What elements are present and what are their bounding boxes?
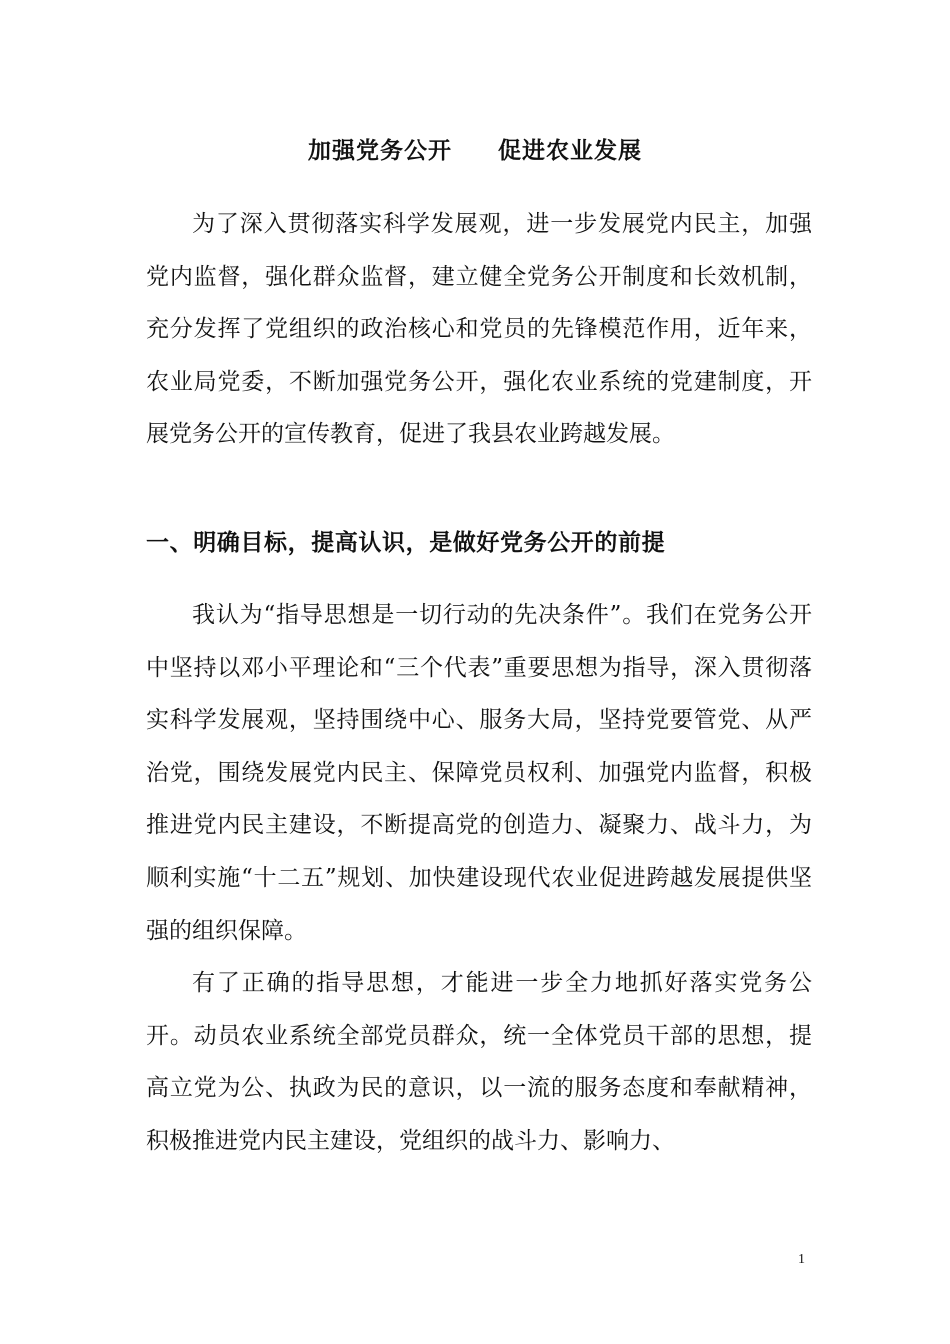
document-title [0, 134, 950, 168]
section-1-paragraph-1: 我认为“指导思想是一切行动的先决条件”。我们在党务公开中坚持以邓小平理论和“三个代表”重要思想为指导，深入贯彻落实科学发展观，坚持围绕中心、服务大局，坚持党要管党、从严治党，围绕发展党内民主、保障党员权利、加强党内监督，积极推进党内民主建设，不断提高党的创造力、凝聚力、战斗力，为顺利实施“十二五”规划、加快建设现代农业促进跨越发展提供坚强的组织保障。 [146, 602, 812, 944]
section-1-body [146, 589, 812, 1168]
intro-block [146, 198, 812, 461]
title-part-1: 加强党务公开 [308, 137, 452, 164]
section-1-paragraph-2: 有了正确的指导思想，才能进一步全力地抓好落实党务公开。动员农业系统全部党员群众，统一全体党员干部的思想，提高立党为公、执政为民的意识，以一流的服务态度和奉献精神，积极推进党内民主建设，党组织的战斗力、影响力、 [146, 970, 812, 1154]
intro-paragraph: 为了深入贯彻落实科学发展观，进一步发展党内民主，加强党内监督，强化群众监督，建立健全党务公开制度和长效机制，充分发挥了党组织的政治核心和党员的先锋模范作用，近年来，农业局党委，不断加强党务公开，强化农业系统的党建制度，开展党务公开的宣传教育，促进了我县农业跨越发展。 [146, 211, 812, 448]
title-part-2: 促进农业发展 [498, 137, 642, 164]
section-heading-1: 一、明确目标，提高认识，是做好党务公开的前提 [146, 529, 666, 556]
page-number: 1 [798, 1252, 805, 1267]
